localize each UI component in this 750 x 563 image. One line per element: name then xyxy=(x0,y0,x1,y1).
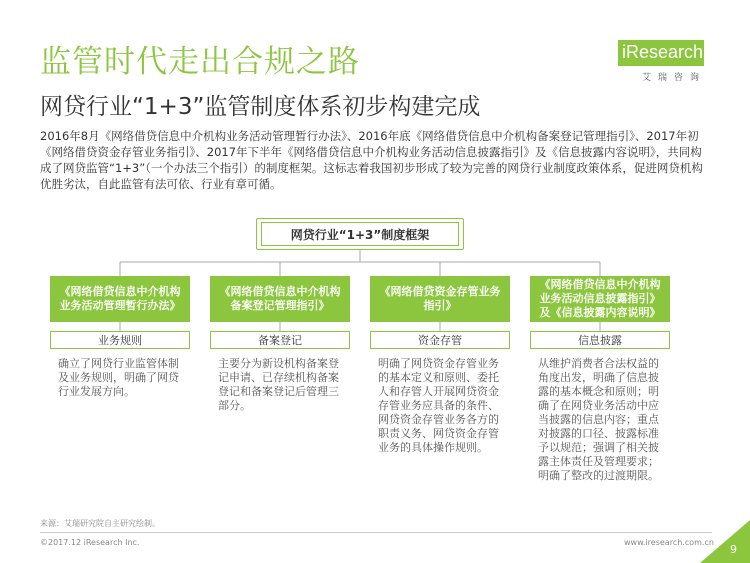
column-description: 明确了网贷资金存管业务的基本定义和原则、委托人和存管人开展网贷资金存管业务应具备的条件、网贷资金存管业务各方的职责义务、网贷资金存管业务的具体操作规则。 xyxy=(378,357,499,454)
column-label: 备案登记 xyxy=(210,331,350,349)
column-head: 《网络借贷资金存管业务指引》 xyxy=(370,276,510,322)
framework-column-disclosure xyxy=(530,276,670,483)
column-description: 确立了网贷行业监管体制及业务规则，明确了网贷行业发展方向。 xyxy=(58,357,179,398)
column-description: 主要分为新设机构备案登记申请、已存续机构备案登记和备案登记后管理三部分。 xyxy=(218,357,339,412)
column-head: 《网络借贷信息中介机构业务活动信息披露指引》及《信息披露内容说明》 xyxy=(530,276,670,322)
page-subtitle: 网贷行业“1+3”监管制度体系初步构建完成 xyxy=(40,94,481,120)
logo-text: iResearch xyxy=(622,42,704,62)
copyright-text: ©2017.12 iResearch Inc. xyxy=(40,538,140,547)
footer-divider xyxy=(40,532,712,533)
column-label: 信息披露 xyxy=(530,331,670,349)
page-corner-triangle xyxy=(700,520,750,563)
column-head: 《网络借贷信息中介机构业务活动管理暂行办法》 xyxy=(50,276,190,322)
column-label: 资金存管 xyxy=(370,331,510,349)
site-link[interactable]: www.iresearch.com.cn xyxy=(624,538,714,547)
iresearch-logo xyxy=(612,36,712,82)
source-note: 来源：艾瑞研究院自主研究绘制。 xyxy=(40,519,160,528)
framework-title: 网贷行业“1+3”制度框架 xyxy=(261,222,459,246)
framework-column-registration xyxy=(210,276,350,413)
column-head: 《网络借贷信息中介机构备案登记管理指引》 xyxy=(210,276,350,322)
column-description: 从维护消费者合法权益的角度出发，明确了信息披露的基本概念和原则；明确了在网贷业务活动中应当披露的信息内容；重点对披露的口径、披露标准予以规范；强调了相关披露主体责任及管理要求；明确了整改的过渡期限。 xyxy=(538,357,659,482)
framework-column-business-rules xyxy=(50,276,190,399)
page-title: 监管时代走出合规之路 xyxy=(40,44,360,80)
page-number: 9 xyxy=(730,543,737,556)
framework-title-box xyxy=(256,218,464,250)
intro-paragraph: 2016年8月《网络借贷信息中介机构业务活动管理暂行办法》、2016年底《网络借贷信息中介机构备案登记管理指引》、2017年初《网络借贷资金存管业务指引》、2017年下半年《网络借贷信息中介机构业务活动信息披露指引》及《信息披露内容说明》，共同构成了网贷监管“1+3”（一个办法三个指引）的制度框架。这标志着我国初步形成了较为完善的网贷行业制度政策体系，促进网贷机构优胜劣汰，自此监管有法可依、行业有章可循。 xyxy=(40,129,703,191)
framework-column-fund-custody xyxy=(370,276,510,455)
column-label: 业务规则 xyxy=(50,331,190,349)
logo-cn-text: 艾瑞咨询 xyxy=(642,73,707,83)
